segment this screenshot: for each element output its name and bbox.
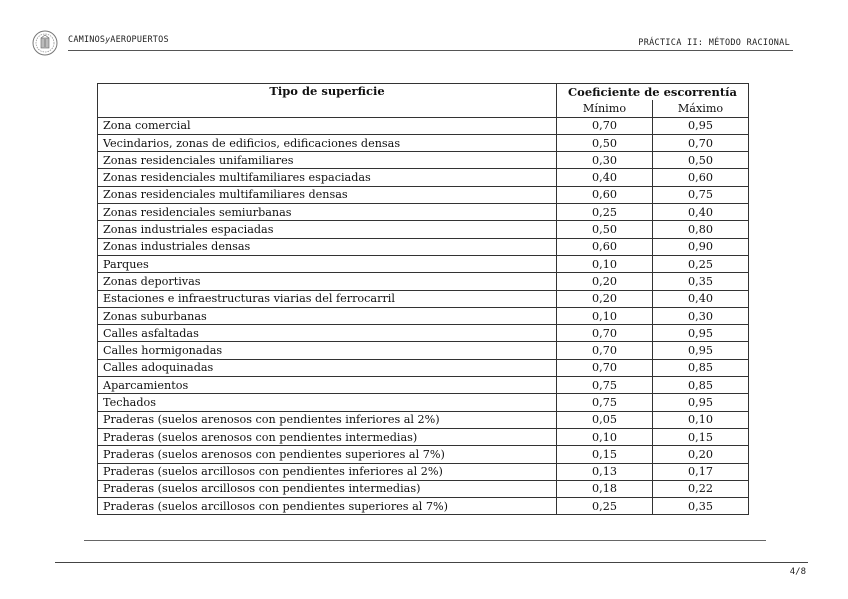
max-value-cell: 0,50 [653, 152, 749, 169]
column-header-runoff-coefficient: Coeficiente de escorrentía [557, 84, 749, 101]
table-row [98, 273, 749, 290]
max-value-cell: 0,35 [653, 498, 749, 515]
table-row [98, 134, 749, 151]
max-value-cell: 0,95 [653, 117, 749, 134]
university-seal-logo [30, 29, 60, 57]
max-value-cell: 0,80 [653, 221, 749, 238]
table-row [98, 342, 749, 359]
max-value-cell: 0,40 [653, 204, 749, 221]
header-org-name [68, 35, 169, 45]
min-value-cell: 0,10 [557, 307, 653, 324]
max-value-cell: 0,22 [653, 480, 749, 497]
surface-type-cell: Calles adoquinadas [98, 359, 557, 376]
table-row [98, 325, 749, 342]
footer-rule-upper [84, 540, 766, 541]
table-row [98, 238, 749, 255]
min-value-cell: 0,75 [557, 394, 653, 411]
table-row [98, 221, 749, 238]
surface-type-cell: Zonas industriales espaciadas [98, 221, 557, 238]
surface-type-cell: Zonas suburbanas [98, 307, 557, 324]
surface-type-cell: Zonas deportivas [98, 273, 557, 290]
max-value-cell: 0,60 [653, 169, 749, 186]
table-row [98, 290, 749, 307]
max-value-cell: 0,35 [653, 273, 749, 290]
surface-type-cell: Praderas (suelos arcillosos con pendientes intermedias) [98, 480, 557, 497]
min-value-cell: 0,40 [557, 169, 653, 186]
surface-type-cell: Zonas residenciales multifamiliares densas [98, 186, 557, 203]
header-org-prefix: CAMINOS [68, 35, 106, 45]
max-value-cell: 0,95 [653, 342, 749, 359]
surface-type-cell: Praderas (suelos arenosos con pendientes inferiores al 2%) [98, 411, 557, 428]
min-value-cell: 0,13 [557, 463, 653, 480]
table-row [98, 307, 749, 324]
min-value-cell: 0,70 [557, 325, 653, 342]
footer-rule-lower [55, 562, 808, 563]
table-row [98, 255, 749, 272]
max-value-cell: 0,70 [653, 134, 749, 151]
surface-type-cell: Praderas (suelos arenosos con pendientes superiores al 7%) [98, 446, 557, 463]
table-row [98, 498, 749, 515]
min-value-cell: 0,30 [557, 152, 653, 169]
surface-type-cell: Zonas residenciales multifamiliares espaciadas [98, 169, 557, 186]
min-value-cell: 0,70 [557, 117, 653, 134]
surface-type-cell: Praderas (suelos arcillosos con pendientes superiores al 7%) [98, 498, 557, 515]
table-row [98, 186, 749, 203]
table-row [98, 359, 749, 376]
min-value-cell: 0,20 [557, 273, 653, 290]
surface-type-cell: Estaciones e infraestructuras viarias del ferrocarril [98, 290, 557, 307]
min-value-cell: 0,70 [557, 359, 653, 376]
surface-type-cell: Zonas residenciales semiurbanas [98, 204, 557, 221]
min-value-cell: 0,10 [557, 428, 653, 445]
min-value-cell: 0,75 [557, 377, 653, 394]
header-rule [68, 50, 793, 51]
surface-type-cell: Zonas residenciales unifamiliares [98, 152, 557, 169]
surface-type-cell: Techados [98, 394, 557, 411]
max-value-cell: 0,30 [653, 307, 749, 324]
column-header-min: Mínimo [557, 100, 653, 117]
column-header-max: Máximo [653, 100, 749, 117]
column-header-surface-type: Tipo de superficie [98, 84, 557, 118]
min-value-cell: 0,70 [557, 342, 653, 359]
table-row [98, 169, 749, 186]
min-value-cell: 0,15 [557, 446, 653, 463]
header-org-connector: y [105, 35, 111, 44]
table-body [98, 117, 749, 515]
surface-type-cell: Praderas (suelos arcillosos con pendientes inferiores al 2%) [98, 463, 557, 480]
surface-type-cell: Aparcamientos [98, 377, 557, 394]
max-value-cell: 0,17 [653, 463, 749, 480]
max-value-cell: 0,85 [653, 377, 749, 394]
header-org-suffix: AEROPUERTOS [110, 35, 169, 45]
table-row [98, 377, 749, 394]
min-value-cell: 0,18 [557, 480, 653, 497]
max-value-cell: 0,20 [653, 446, 749, 463]
table-row [98, 463, 749, 480]
max-value-cell: 0,25 [653, 255, 749, 272]
min-value-cell: 0,10 [557, 255, 653, 272]
runoff-coefficient-table [97, 83, 749, 515]
min-value-cell: 0,25 [557, 204, 653, 221]
surface-type-cell: Zona comercial [98, 117, 557, 134]
table-row [98, 446, 749, 463]
table-row [98, 428, 749, 445]
min-value-cell: 0,50 [557, 134, 653, 151]
table-row [98, 117, 749, 134]
min-value-cell: 0,60 [557, 238, 653, 255]
page-number: 4/8 [789, 567, 806, 577]
table-row [98, 204, 749, 221]
min-value-cell: 0,20 [557, 290, 653, 307]
surface-type-cell: Praderas (suelos arenosos con pendientes intermedias) [98, 428, 557, 445]
table-row [98, 152, 749, 169]
surface-type-cell: Calles asfaltadas [98, 325, 557, 342]
max-value-cell: 0,95 [653, 325, 749, 342]
header-title: PRÁCTICA II: MÉTODO RACIONAL [638, 38, 790, 48]
table-row [98, 394, 749, 411]
table-row [98, 480, 749, 497]
max-value-cell: 0,40 [653, 290, 749, 307]
max-value-cell: 0,15 [653, 428, 749, 445]
surface-type-cell: Vecindarios, zonas de edificios, edificaciones densas [98, 134, 557, 151]
table-row [98, 411, 749, 428]
surface-type-cell: Parques [98, 255, 557, 272]
max-value-cell: 0,85 [653, 359, 749, 376]
max-value-cell: 0,95 [653, 394, 749, 411]
surface-type-cell: Zonas industriales densas [98, 238, 557, 255]
min-value-cell: 0,50 [557, 221, 653, 238]
max-value-cell: 0,10 [653, 411, 749, 428]
min-value-cell: 0,60 [557, 186, 653, 203]
max-value-cell: 0,90 [653, 238, 749, 255]
surface-type-cell: Calles hormigonadas [98, 342, 557, 359]
min-value-cell: 0,05 [557, 411, 653, 428]
min-value-cell: 0,25 [557, 498, 653, 515]
max-value-cell: 0,75 [653, 186, 749, 203]
